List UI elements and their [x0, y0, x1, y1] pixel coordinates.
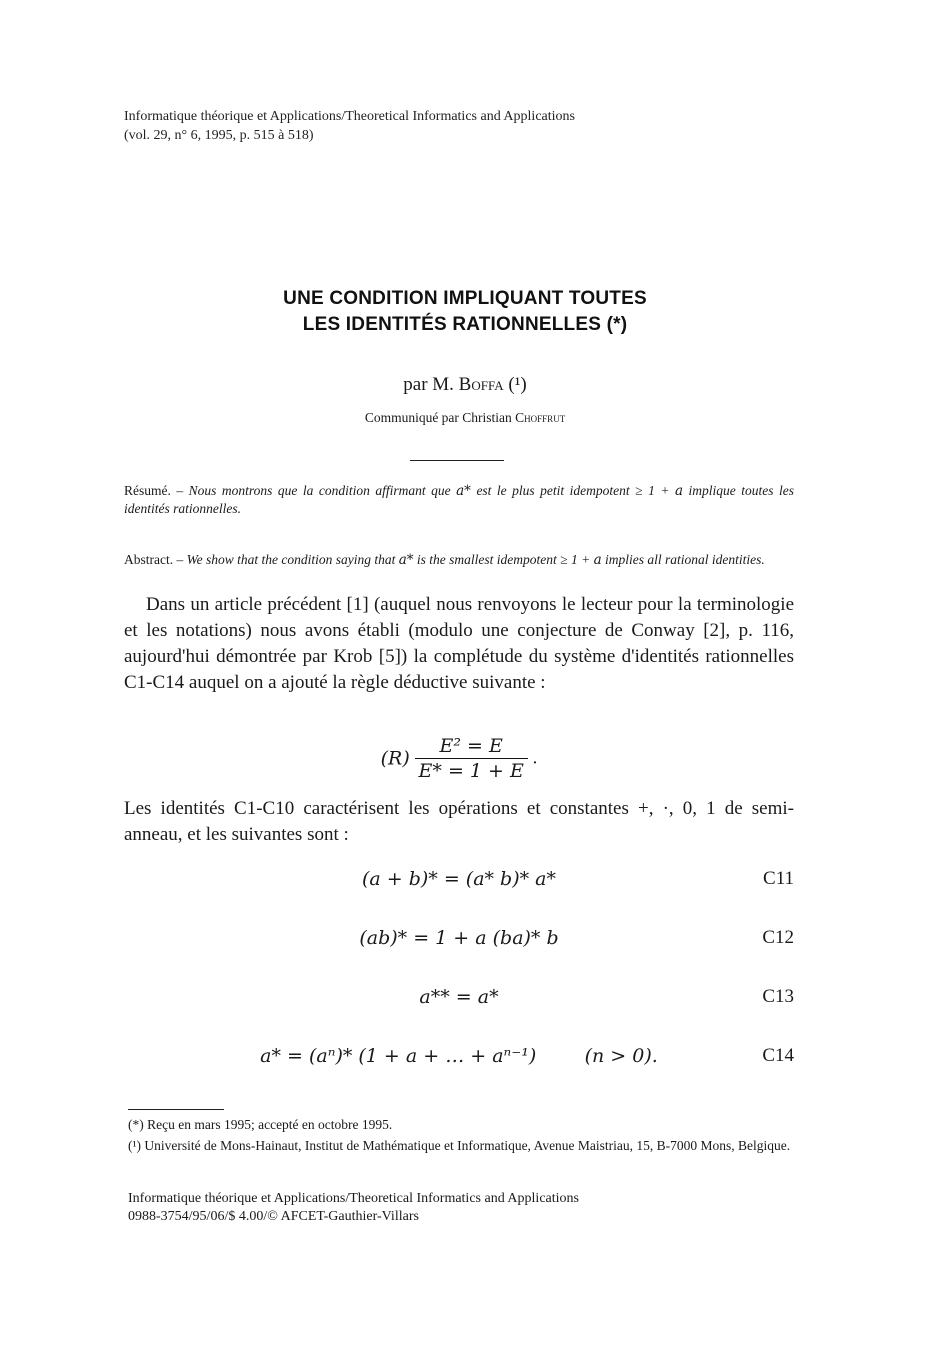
- paragraph-2: Les identités C1-C10 caractérisent les opérations et constantes +, ·, 0, 1 de semi-anneau, et les suivantes sont :: [124, 798, 794, 845]
- communicated-by: [0, 410, 930, 426]
- equation-c11: [124, 868, 794, 896]
- rule-period: .: [532, 747, 538, 769]
- paragraph-1: Dans un article précédent [1] (auquel nous renvoyons le lecteur pour la terminologie et les notations) nous avons établi (modulo une conjecture de Conway [2], p. 116, aujourd'hui démontrée par Krob [5]) la complétude du système d'identités rationnelles C1-C14 auquel on a ajouté la règle déductive suivante :: [124, 594, 794, 693]
- title-line-1: UNE CONDITION IMPLIQUANT TOUTES: [283, 288, 647, 309]
- equation-tag: C11: [763, 868, 794, 889]
- footnote-affiliation: (¹) Université de Mons-Hainaut, Institut de Mathématique et Informatique, Avenue Maistriau, 15, B-7000 Mons, Belgique.: [128, 1138, 791, 1153]
- communicated-prefix: Communiqué par Christian: [364, 410, 512, 425]
- footer-journal-name: Informatique théorique et Applications/Theoretical Informatics and Applications: [128, 1191, 579, 1206]
- journal-name: Informatique théorique et Applications/Theoretical Informatics and Applications: [124, 109, 575, 124]
- footer-issn: 0988-3754/95/06/$ 4.00/© AFCET-Gauthier-Villars: [128, 1209, 419, 1224]
- abstract-math-astar: a*: [398, 552, 414, 568]
- author-prefix: par M.: [403, 374, 454, 395]
- equation-tag: C14: [762, 1045, 794, 1066]
- resume-math-astar: a*: [456, 483, 471, 499]
- paper-title: [0, 286, 930, 338]
- resume-text-a: Nous montrons que la condition affirmant que: [188, 483, 451, 498]
- title-divider: [410, 460, 504, 461]
- body-paragraph-2: [124, 796, 794, 848]
- author-name: Boffa: [458, 374, 504, 395]
- rule-label: (R): [380, 747, 410, 770]
- abstract-label: Abstract. –: [124, 552, 184, 567]
- author-line: [0, 374, 930, 396]
- equation-expr: (ab)* = 1 + a (ba)* b: [359, 927, 559, 949]
- abstract-text-c: implies all rational identities.: [605, 552, 765, 567]
- footnote-received: (*) Reçu en mars 1995; accepté en octobre 1995.: [128, 1117, 393, 1132]
- rule-denominator: E* = 1 + E: [418, 760, 524, 782]
- author-footnote-mark: (¹): [508, 374, 527, 395]
- abstract-text-a: We show that the condition saying that: [186, 552, 396, 567]
- abstract-math-a: a: [593, 552, 602, 568]
- resume-math-a: a: [674, 483, 683, 499]
- equation-c12: [124, 927, 794, 955]
- resume-label: Résumé. –: [124, 483, 184, 498]
- rule-numerator: E² = E: [415, 734, 528, 759]
- title-line-2: LES IDENTITÉS RATIONNELLES (*): [302, 314, 628, 335]
- communicated-name: Choffrut: [515, 410, 566, 425]
- resume-text-b: est le plus petit idempotent ≥ 1 +: [476, 483, 670, 498]
- abstract-block: [124, 551, 794, 569]
- resume-block: [124, 482, 794, 518]
- resume-text-c: implique toutes les identités rationnelles.: [124, 483, 794, 516]
- body-paragraph-1: [124, 592, 794, 696]
- equation-expr: (a + b)* = (a* b)* a*: [361, 868, 557, 890]
- equation-expr: a* = (aⁿ)* (1 + a + … + aⁿ⁻¹) (n > 0).: [260, 1045, 658, 1067]
- footnote-divider: [128, 1109, 224, 1110]
- equation-c14: [124, 1045, 794, 1073]
- rule-fraction: [415, 734, 528, 783]
- rule-r-equation: [124, 734, 794, 783]
- journal-header: [124, 107, 575, 145]
- abstract-text-b: is the smallest idempotent ≥ 1 +: [416, 552, 591, 567]
- journal-footer: [128, 1190, 579, 1226]
- equation-tag: C12: [762, 927, 794, 948]
- equation-expr: a** = a*: [419, 986, 499, 1008]
- journal-volume: (vol. 29, n° 6, 1995, p. 515 à 518): [124, 128, 314, 143]
- equation-tag: C13: [762, 986, 794, 1007]
- equation-c13: [124, 986, 794, 1014]
